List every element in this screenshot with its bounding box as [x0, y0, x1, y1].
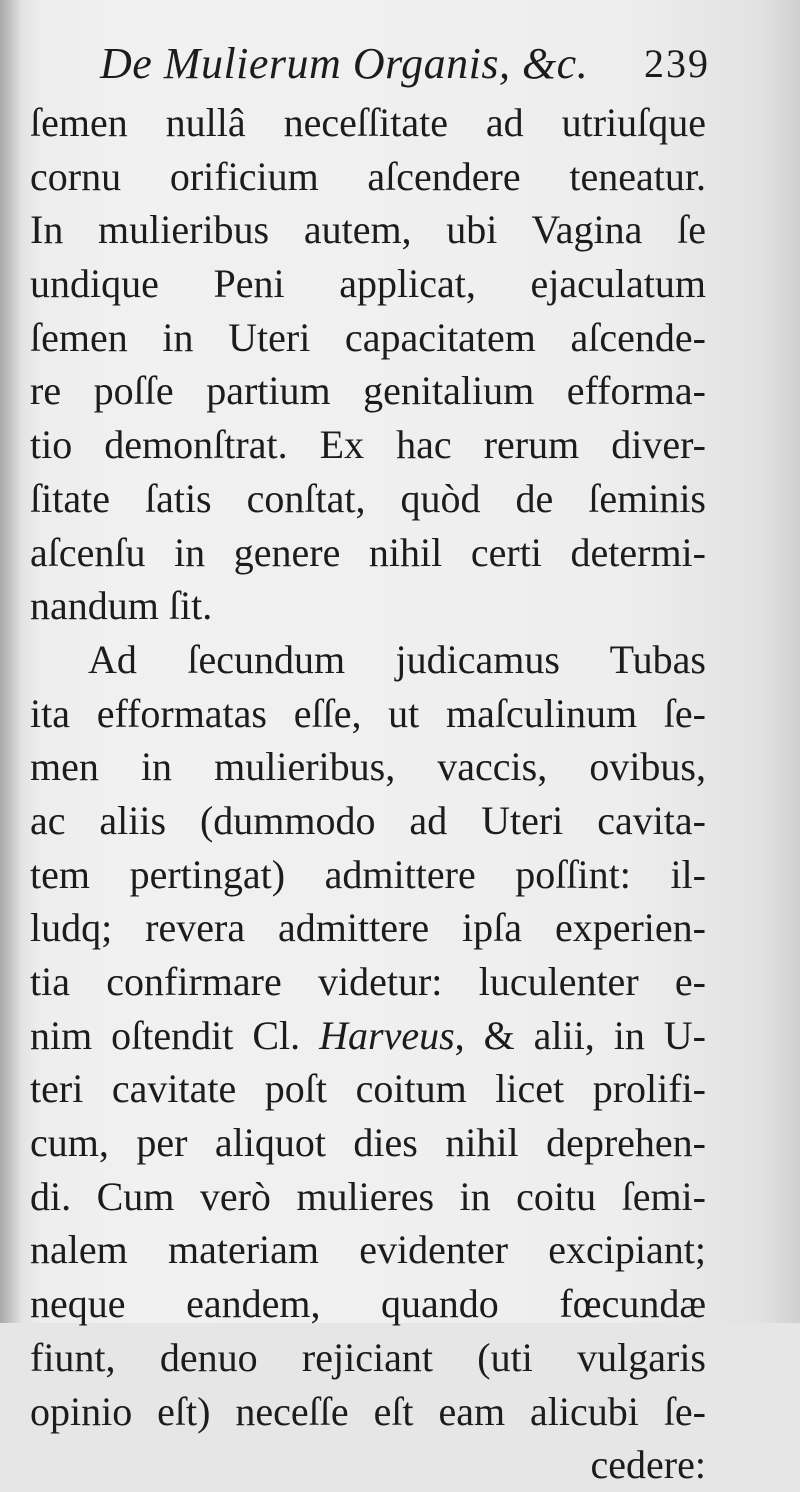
running-title: De Mulierum Organis, &c.	[100, 39, 589, 88]
text-line: In mulieribus autem, ubi Vagina ſe	[30, 207, 706, 253]
italic-name: Harveus	[319, 1012, 455, 1058]
text-line: nalem materiam evidenter excipiant;	[30, 1227, 706, 1273]
text-line: ſemen nullâ neceſſitate ad utriuſque	[30, 100, 706, 145]
text-line: ſemen in Uteri capacitatem aſcende-	[30, 314, 706, 360]
text-line: fiunt, denuo rejiciant (uti vulgaris	[30, 1334, 706, 1380]
text-line: neque eandem, quando fœcundæ	[30, 1281, 706, 1327]
text-line: ſitate ſatis conſtat, quòd de ſeminis	[30, 475, 706, 521]
text-line: ac aliis (dummodo ad Uteri cavita-	[30, 797, 706, 843]
text-span: nim oſtendit Cl.	[30, 1012, 320, 1058]
text-line: Ad ſecundum judicamus Tubas	[88, 636, 706, 682]
page-number: 239	[644, 41, 710, 86]
text-span: , & alii, in U-	[454, 1012, 706, 1058]
catchword: cedere:	[590, 1442, 706, 1488]
text-line: tem pertingat) admittere poſſint: il-	[30, 851, 706, 897]
page-header	[84, 34, 710, 94]
body-text	[30, 96, 706, 1492]
text-line: opinio eſt) neceſſe eſt eam alicubi ſe-	[30, 1388, 706, 1434]
text-line: tio demonſtrat. Ex hac rerum diver-	[30, 422, 706, 468]
text-line-harveus	[30, 1009, 706, 1063]
gutter-shadow	[0, 0, 22, 1323]
text-line: cornu orificium aſcendere teneatur.	[30, 153, 706, 199]
text-line: ita efformatas eſſe, ut maſculinum ſe-	[30, 690, 706, 736]
text-line: cum, per aliquot dies nihil deprehen-	[30, 1120, 706, 1166]
text-line: undique Peni applicat, ejaculatum	[30, 261, 706, 307]
text-line: ludq; revera admittere ipſa experien-	[30, 905, 706, 951]
text-line: teri cavitate poſt coitum licet prolifi-	[30, 1066, 706, 1112]
text-line: di. Cum verò mulieres in coitu ſemi-	[30, 1173, 706, 1219]
text-line: men in mulieribus, vaccis, ovibus,	[30, 744, 706, 790]
text-line: re poſſe partium genitalium efforma-	[30, 368, 706, 414]
text-line: nandum ſit.	[30, 583, 213, 629]
text-line: aſcenſu in genere nihil certi determi-	[30, 529, 706, 575]
text-line: tia confirmare videtur: luculenter e-	[30, 959, 706, 1004]
